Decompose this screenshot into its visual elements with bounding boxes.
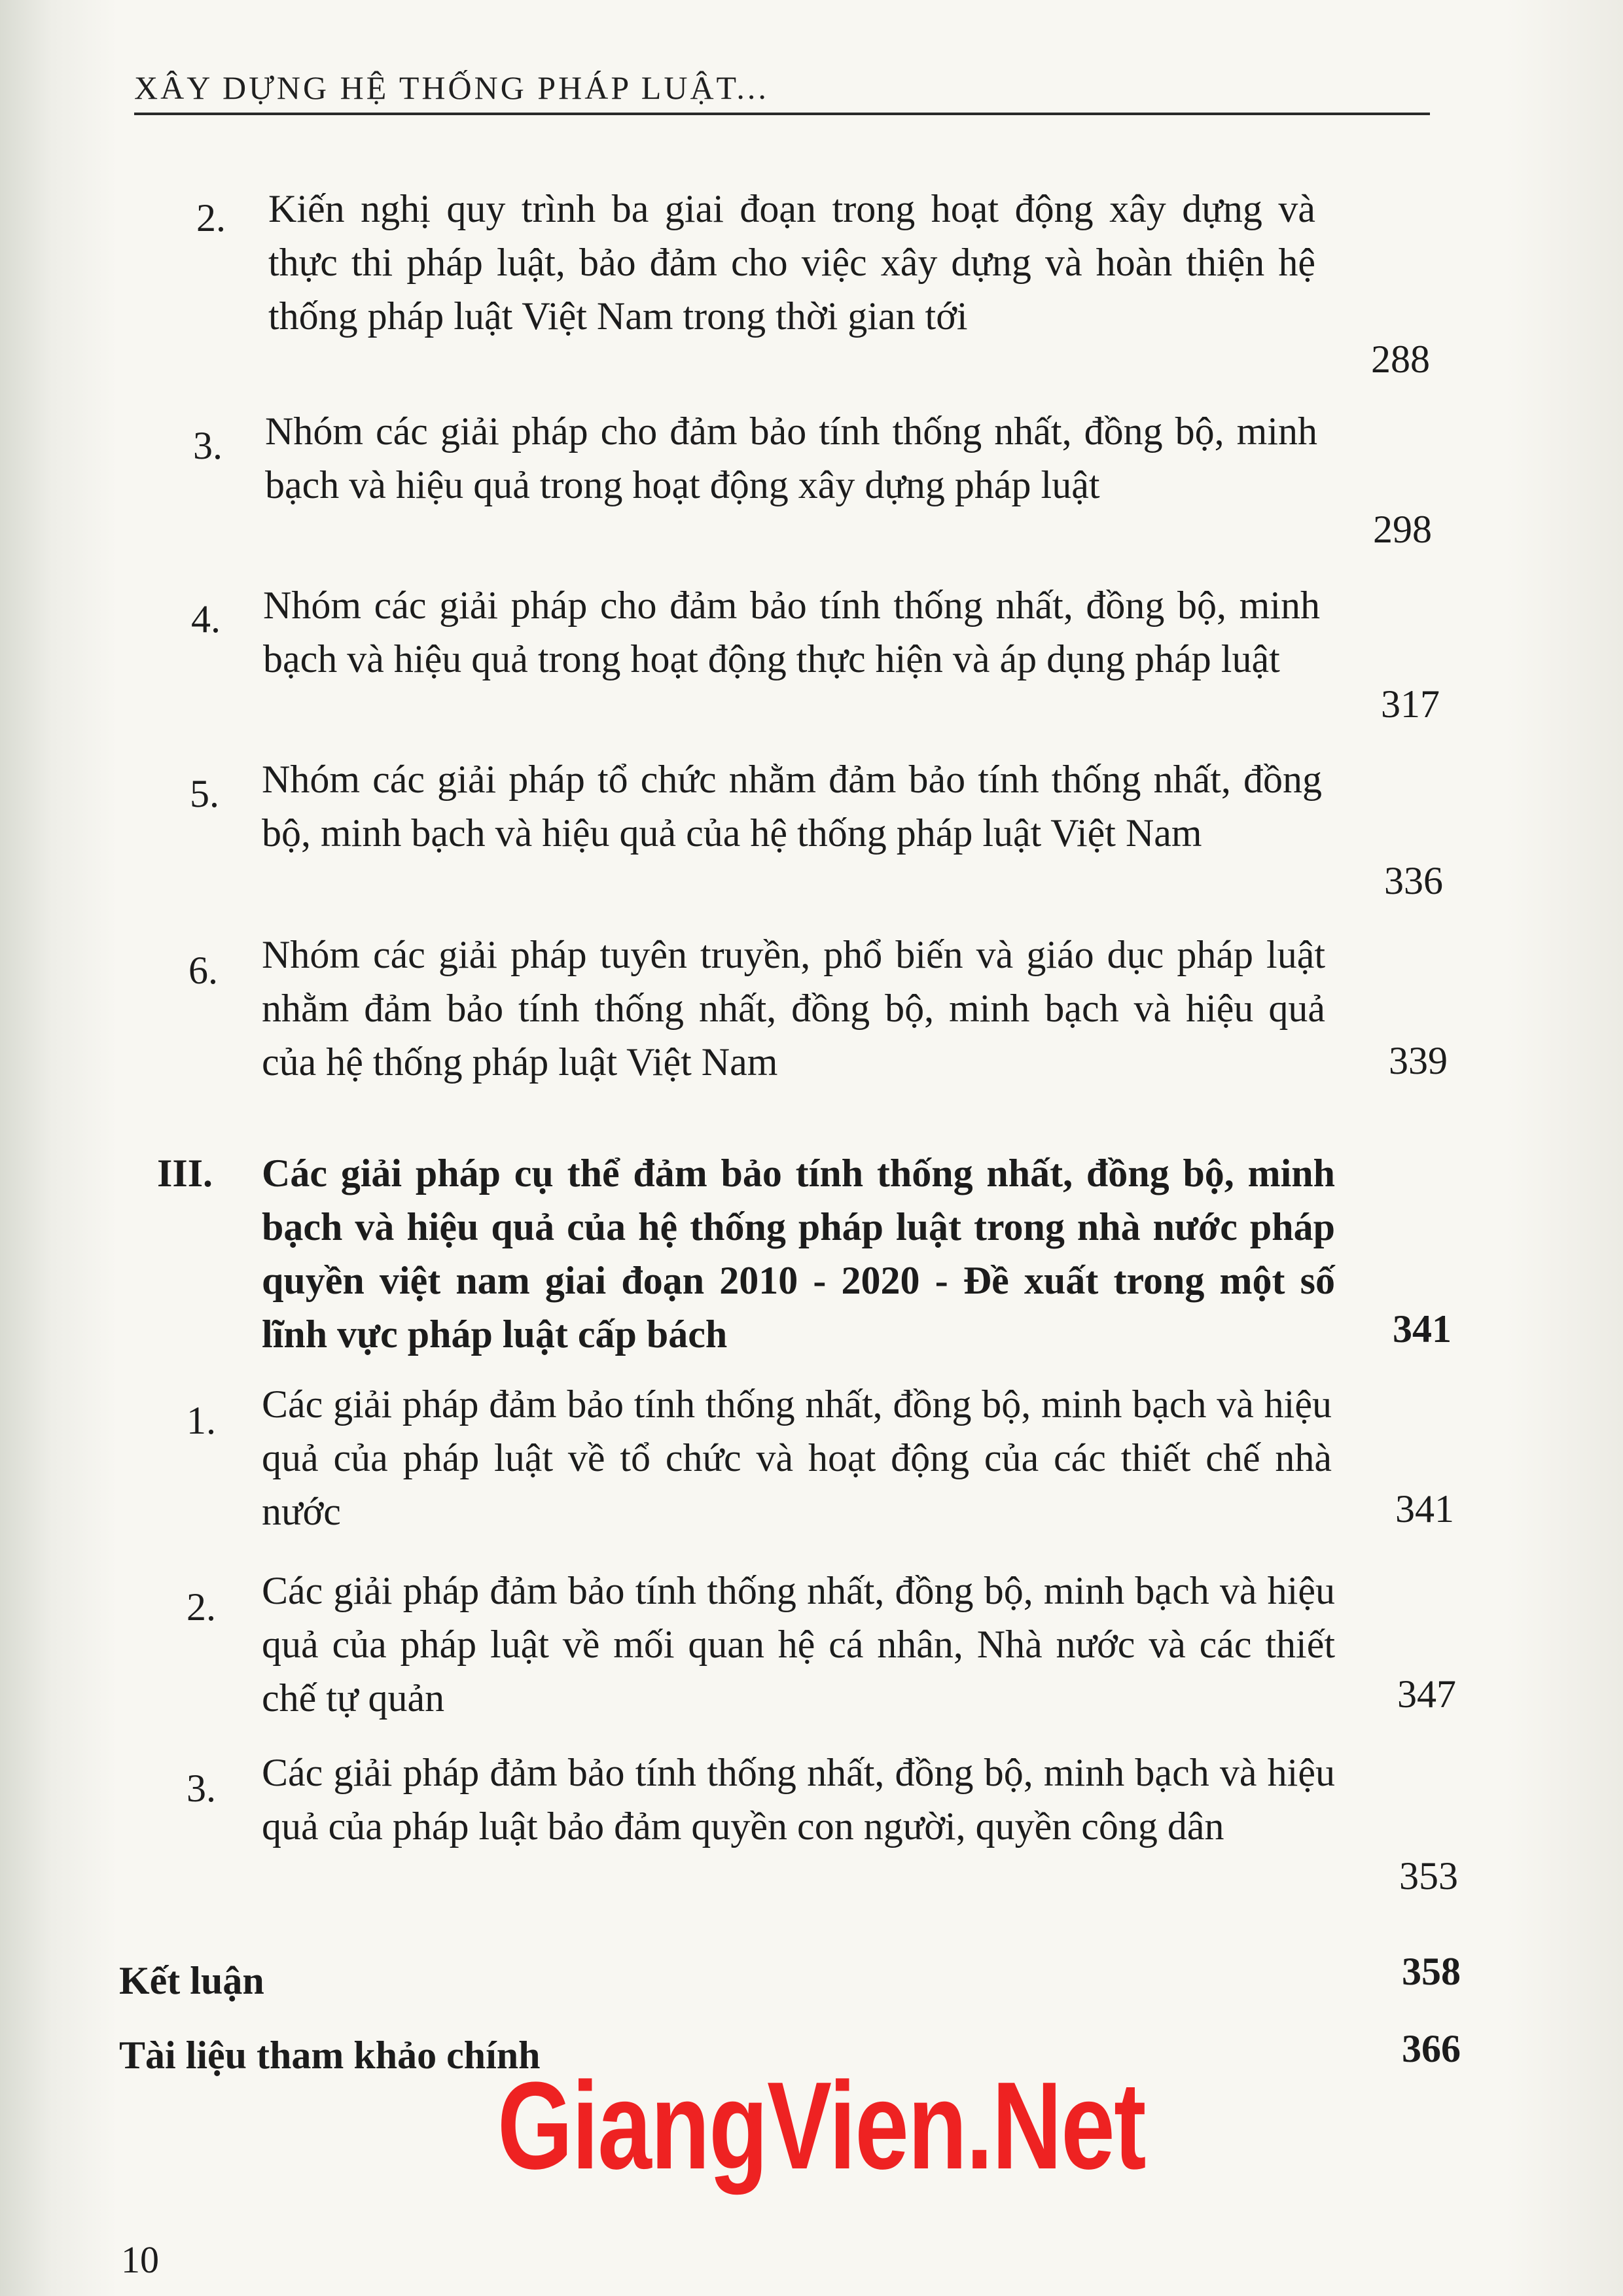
toc-entry-text: Nhóm các giải pháp tuyên truyền, phổ biến và giáo dục pháp luật nhằm đảm bảo tính thống nhất, đồng bộ, minh bạch và hiệu quả của hệ thống pháp luật Việt Nam xyxy=(262,933,1325,1084)
toc-entry-page: 317 xyxy=(1381,682,1440,726)
toc-entry-number: 5. xyxy=(190,772,219,815)
toc-entry-number: 2. xyxy=(196,196,226,239)
toc-entry-page: 339 xyxy=(1389,1039,1448,1082)
toc-entry-page: 341 xyxy=(1395,1487,1454,1530)
toc-entry-text: Nhóm các giải pháp cho đảm bảo tính thống nhất, đồng bộ, minh bạch và hiệu quả trong hoạt động thực hiện và áp dụng pháp luật xyxy=(263,584,1320,680)
toc-entry-text: Tài liệu tham khảo chính xyxy=(119,2034,541,2077)
watermark-logo: GiangVien.Net xyxy=(497,2057,1145,2195)
toc-entry-number: 1. xyxy=(187,1399,216,1442)
toc-entry-text: Các giải pháp đảm bảo tính thống nhất, đồng bộ, minh bạch và hiệu quả của pháp luật về mối quan hệ cá nhân, Nhà nước và các thiết chế tự quản xyxy=(262,1569,1335,1720)
toc-entry-page: 288 xyxy=(1371,338,1430,381)
page-number: 10 xyxy=(121,2238,159,2281)
toc-entry-number: 4. xyxy=(191,597,221,641)
toc-entry-text: Nhóm các giải pháp tổ chức nhằm đảm bảo tính thống nhất, đồng bộ, minh bạch và hiệu quả của hệ thống pháp luật Việt Nam xyxy=(262,758,1322,855)
toc-entry-page: 366 xyxy=(1402,2027,1461,2070)
toc-entry-text: Nhóm các giải pháp cho đảm bảo tính thống nhất, đồng bộ, minh bạch và hiệu quả trong hoạt động xây dựng pháp luật xyxy=(265,410,1317,506)
toc-entry-text: Kiến nghị quy trình ba giai đoạn trong hoạt động xây dựng và thực thi pháp luật, bảo đảm cho việc xây dựng và hoàn thiện hệ thống pháp luật Việt Nam trong thời gian tới xyxy=(268,187,1315,338)
toc-entry-page: 353 xyxy=(1399,1854,1458,1898)
toc-entry-text: Các giải pháp đảm bảo tính thống nhất, đồng bộ, minh bạch và hiệu quả của pháp luật về tổ chức và hoạt động của các thiết chế nhà nước xyxy=(262,1383,1332,1533)
toc-entry-text: Kết luận xyxy=(119,1959,264,2002)
toc-entry-page: 347 xyxy=(1397,1672,1456,1716)
toc-entry-number: 3. xyxy=(187,1767,216,1810)
toc-entry-number: 2. xyxy=(187,1585,216,1629)
toc-entry-number: III. xyxy=(157,1152,213,1195)
toc-entry-page: 358 xyxy=(1402,1950,1461,1993)
toc-entry-number: 3. xyxy=(193,424,223,467)
toc-entry-number: 6. xyxy=(188,949,218,992)
toc-entry-text: Các giải pháp đảm bảo tính thống nhất, đồng bộ, minh bạch và hiệu quả của pháp luật bảo đảm quyền con người, quyền công dân xyxy=(262,1751,1335,1848)
toc-entry-page: 336 xyxy=(1384,859,1443,902)
toc-entry-page: 341 xyxy=(1393,1307,1452,1351)
toc-entry-text: Các giải pháp cụ thể đảm bảo tính thống nhất, đồng bộ, minh bạch và hiệu quả của hệ thống pháp luật trong nhà nước pháp quyền việt nam giai đoạn 2010 - 2020 - Đề xuất trong một số lĩnh vực pháp luật cấp bách xyxy=(262,1152,1335,1356)
toc-entry-page: 298 xyxy=(1373,508,1432,551)
running-header: XÂY DỰNG HỆ THỐNG PHÁP LUẬT... xyxy=(134,69,769,106)
